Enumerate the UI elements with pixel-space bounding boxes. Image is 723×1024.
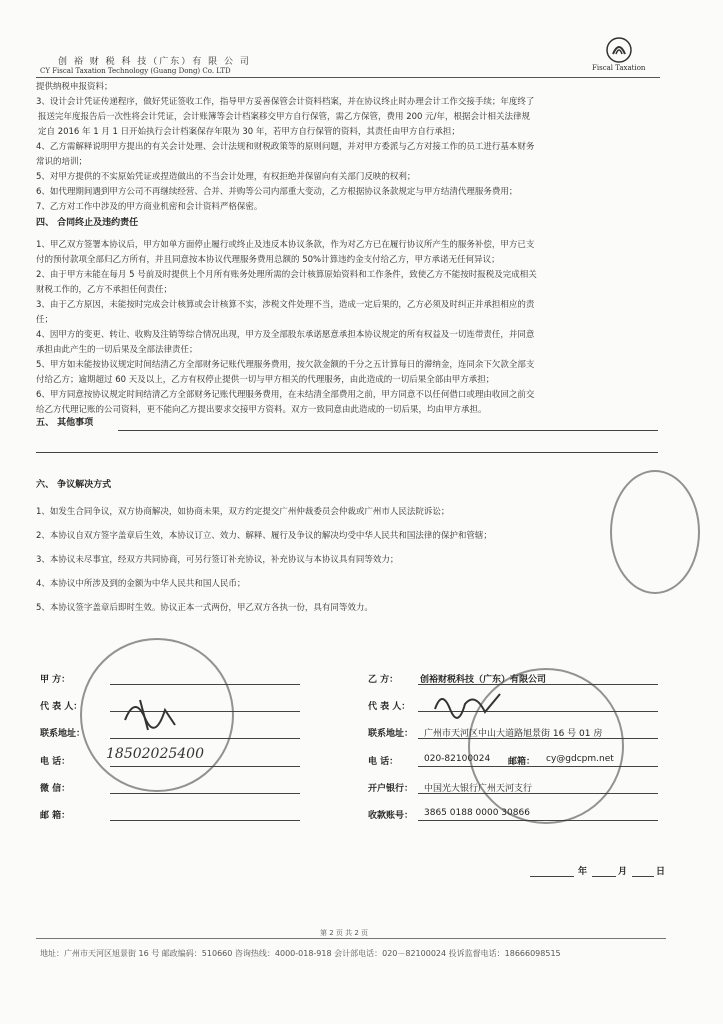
section6-title: 六、 争议解决方式 [36,480,112,490]
header-company-en: CY Fiscal Taxation Technology (Guang Dong) Co. LTD [40,67,231,75]
party-b-email-label: 邮箱： [508,757,536,767]
header-divider [36,77,660,78]
clause-line: 给乙方代理记账的公司资料，更不能向乙方提出要求交接甲方资料。双方一致同意由此造成的一切后果，均由甲方承担。 [36,405,487,415]
clause-line: 提供纳税申报资料； [36,82,113,92]
clause-line: 3、由于乙方原因，未能按时完成会计核算或会计核算不实，涉税文件处理不当，造成一定后果的，乙方必须及时纠正并承担相应的责 [36,300,535,310]
footer-contact: 地址：广州市天河区旭景街 16 号 邮政编码：510660 咨询热线：4000-018-918 会计部电话：020－82100024 投诉监督电话：18666098515 [40,949,561,958]
section6-body [36,500,664,620]
company-seal-right [610,470,700,594]
party-b-address-label: 联系地址： [368,729,414,739]
header-company-cn: 创 裕 财 税 科 技（广东）有 限 公 司 [58,57,251,67]
clause-line: 3、设计会计凭证传递程序，做好凭证签收工作，指导甲方妥善保管会计资料档案，并在协议终止时办理会计工作交接手续；年度终了 [36,97,535,107]
party-a-label: 甲 方： [40,675,71,685]
party-b-phone-label: 电 话： [368,757,399,767]
party-b-rep-label: 代 表 人： [368,702,411,712]
party-a-address-label: 联系地址： [40,729,86,739]
clause-line: 财税工作的，乙方不承担任何责任； [36,285,173,295]
party-b-bank: 中国光大银行广州天河支行 [424,784,533,794]
clause-line: 3、本协议未尽事宜，经双方共同协商，可另行签订补充协议，补充协议与本协议具有同等效力； [36,555,399,565]
party-b-email: cy@gdcpm.net [546,754,614,764]
party-a-phone: 18502025400 [106,746,204,762]
clause-line: 承担由此产生的一切后果及全部法律责任； [36,345,198,355]
clause-line: 2、本协议自双方签字盖章后生效，本协议订立、效力、解释、履行及争议的解决均受中华人民共和国法律的保护和管辖； [36,531,492,541]
party-b-account: 3865 0188 0000 30866 [424,808,530,818]
party-a-email-line [110,820,300,821]
party-b-address: 广州市天河区中山大道路旭景街 16 号 01 房 [424,729,603,739]
clause-line: 任； [36,315,54,325]
party-a-email-label: 邮 箱： [40,811,71,821]
party-a-rep-label: 代 表 人： [40,702,83,712]
clause-line: 7、乙方对工作中涉及的甲方商业机密和会计资料严格保密。 [36,202,263,212]
signature-b-icon [430,684,510,724]
date-year: 年 [578,867,588,877]
clause-line: 定自 2016 年 1 月 1 日开始执行会计档案保存年限为 30 年，若甲方自行保管的资料，其责任由甲方自行承担； [38,127,460,137]
party-a-wechat-label: 微 信： [40,784,71,794]
page-number: 第 2 页 共 2 页 [320,929,369,937]
date-month-line [592,876,616,877]
clause-line: 1、如发生合同争议，双方协商解决，如协商未果，双方约定提交广州仲裁委员会仲裁或广州市人民法院诉讼； [36,507,450,517]
company-logo-icon [605,36,633,64]
clause-line: 4、乙方需解释说明甲方提出的有关会计处理、会计法规和财税政策等的原则问题，并对甲方委派与乙方对接工作的员工进行基本财务 [36,142,535,152]
date-month: 月 [618,867,628,877]
date-day-line [632,876,654,877]
section4-body [36,238,664,418]
clause-line: 报送完年度报告后一次性将会计凭证，会计账簿等会计档案移交甲方自行保管，需乙方保管，费用 200 元/年，根据会计相关法律规 [38,112,530,122]
date-year-line [530,876,574,877]
clause-line: 付的预付款项全部归乙方所有，并且同意按本协议代理服务费用总额的 50%计算违约金支付给乙方，甲方承诺无任何异议； [36,255,500,265]
party-b-name: 创裕财税科技（广东）有限公司 [420,675,547,685]
party-b-phone: 020-82100024 [424,754,491,764]
clause-line: 付给乙方；逾期超过 60 天及以上，乙方有权停止提供一切与甲方相关的代理服务，由此造成的一切后果全部由甲方承担； [36,375,495,385]
clause-line: 2、由于甲方未能在每月 5 号前及时提供上个月所有账务处理所需的会计核算原始资料和工作条件，致使乙方不能按时报税及完成相关 [36,270,537,280]
other-matters-line-2 [36,452,658,453]
header-logo-text: Fiscal Taxation [592,64,646,72]
clause-line: 5、对甲方提供的不实原始凭证或捏造做出的不当会计处理，有权拒绝并保留向有关部门反映的权利； [36,172,416,182]
clause-line: 5、甲方如未能按协议规定时间结清乙方全部财务记账代理服务费用，按欠款金额的千分之五计算每日的滞纳金，连同余下欠款全部支 [36,360,535,370]
clause-line: 4、本协议中所涉及到的金额为中华人民共和国人民币； [36,579,246,589]
section4-title: 四、 合同终止及违约责任 [36,218,139,228]
other-matters-line-1 [118,430,658,431]
party-b-label: 乙 方： [368,675,399,685]
signature-a-icon [120,690,180,740]
clause-line: 1、甲乙双方签署本协议后，甲方如单方面停止履行或终止及违反本协议条款，作为对乙方已在履行协议所产生的服务补偿，甲方已支 [36,240,535,250]
clause-line: 常识的培训； [36,157,88,167]
party-b-account-label: 收款账号： [368,811,414,821]
clause-line: 5、本协议签字盖章后即时生效。协议正本一式两份，甲乙双方各执一份，具有同等效力。 [36,603,373,613]
party-a-phone-label: 电 话： [40,757,71,767]
party-b-bank-label: 开户银行： [368,784,414,794]
clauses-top [36,80,664,215]
section5-title: 五、 其他事项 [36,418,94,428]
clause-line: 6、如代理期间遇到甲方公司不再继续经营、合并、并购等公司内部重大变动，乙方根据协议条款规定与甲方结清代理服务费用； [36,187,518,197]
clause-line: 6、甲方同意按协议规定时间结清乙方全部财务记账代理服务费用，在未结清全部费用之前，甲方同意不以任何借口或理由收回之前交 [36,390,535,400]
party-a-wechat-line [110,793,300,794]
footer-divider [36,938,666,939]
clause-line: 4、因甲方的变更、转让、收购及注销等综合情况出现，甲方及全部股东承诺愿意承担本协议规定的所有权益及一切连带责任，并同意 [36,330,535,340]
date-day: 日 [656,867,666,877]
